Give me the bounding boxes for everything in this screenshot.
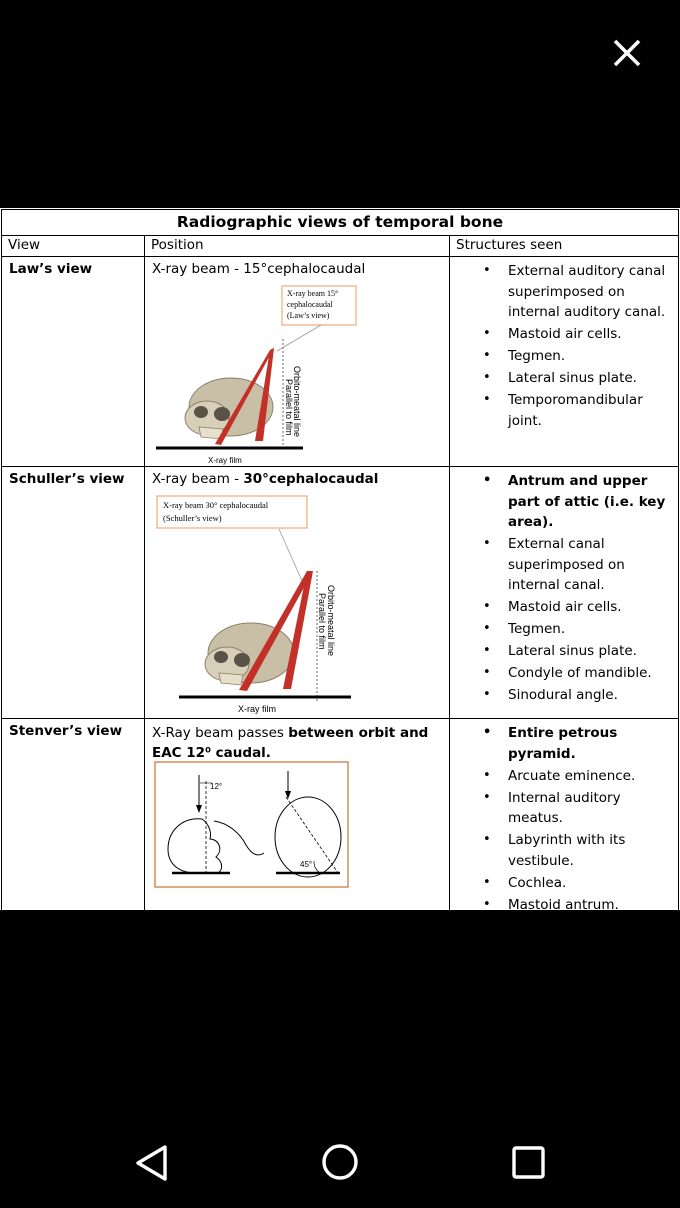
structures-list — [450, 471, 674, 706]
list-item: • Sinodural angle. — [450, 685, 674, 706]
header-structures: Structures seen — [450, 236, 679, 257]
list-item: • Temporomandibular joint. — [450, 390, 674, 431]
position-text: X-Ray beam passes — [152, 725, 289, 741]
table-title: Radiographic views of temporal bone — [2, 210, 679, 236]
table-row — [2, 719, 679, 918]
structures-list — [450, 723, 674, 915]
view-name: Schuller’s view — [2, 467, 145, 719]
recents-square-icon — [510, 1144, 548, 1182]
laws-view-diagram — [151, 281, 441, 467]
diagram-label: (Schuller’s view) — [163, 513, 222, 523]
diagram-label: X-ray film — [238, 704, 276, 714]
position-text: X-ray beam - — [152, 471, 244, 487]
schullers-view-diagram — [151, 491, 441, 717]
diagram-label: X-ray beam 15° — [287, 289, 339, 298]
structures-cell — [450, 719, 679, 918]
list-item: • Arcuate eminence. — [450, 766, 674, 787]
list-item: • Internal auditory meatus. — [450, 788, 674, 829]
position-cell — [145, 719, 450, 918]
close-button[interactable] — [606, 32, 648, 74]
close-icon — [606, 32, 648, 74]
list-item: • External auditory canal superimposed on internal auditory canal. — [450, 261, 674, 323]
position-text: X-ray beam - 15°cephalocaudal — [152, 261, 366, 277]
table-row — [2, 467, 679, 719]
list-item: • Lateral sinus plate. — [450, 641, 674, 662]
diagram-label: Orbito-meatal line — [292, 366, 302, 438]
list-item: • Mastoid antrum. — [450, 895, 674, 916]
diagram-label: 12° — [210, 782, 223, 791]
radiographic-views-table — [1, 209, 679, 918]
home-circle-icon — [320, 1142, 362, 1184]
position-cell — [145, 257, 450, 467]
diagram-label: 45° — [300, 860, 313, 869]
list-item: • External canal superimposed on internal canal. — [450, 534, 674, 596]
list-item: • Antrum and upper part of attic (i.e. key area). — [450, 471, 674, 533]
list-item: • Lateral sinus plate. — [450, 368, 674, 389]
structures-list — [450, 261, 674, 431]
view-name: Law’s view — [2, 257, 145, 467]
position-bold-text: between orbit and EAC 12⁰ caudal. — [152, 725, 429, 761]
diagram-label: Parallel to film — [284, 379, 294, 436]
diagram-label: Orbito-meatal line — [326, 585, 336, 657]
structures-cell — [450, 257, 679, 467]
header-position: Position — [145, 236, 450, 257]
list-item: • Cochlea. — [450, 873, 674, 894]
back-button[interactable] — [132, 1141, 172, 1185]
document-image — [0, 208, 680, 913]
position-cell — [145, 467, 450, 719]
list-item: • Condyle of mandible. — [450, 663, 674, 684]
structures-cell — [450, 467, 679, 719]
header-view: View — [2, 236, 145, 257]
diagram-label: (Law’s view) — [287, 311, 330, 320]
table-row — [2, 257, 679, 467]
diagram-label: Parallel to film — [317, 593, 327, 650]
position-bold-text: 30°cephalocaudal — [243, 471, 379, 487]
list-item: • Mastoid air cells. — [450, 597, 674, 618]
diagram-label: X-ray film — [208, 456, 242, 465]
list-item: • Tegmen. — [450, 346, 674, 367]
recents-button[interactable] — [510, 1144, 548, 1182]
home-button[interactable] — [320, 1142, 362, 1184]
list-item: • Mastoid air cells. — [450, 324, 674, 345]
list-item: • Entire petrous pyramid. — [450, 723, 674, 764]
diagram-label: cephalocaudal — [287, 300, 333, 309]
stenvers-view-diagram — [154, 761, 350, 889]
view-name: Stenver’s view — [2, 719, 145, 918]
list-item: • Labyrinth with its vestibule. — [450, 830, 674, 871]
diagram-label: X-ray beam 30° cephalocaudal — [163, 500, 269, 510]
list-item: • Tegmen. — [450, 619, 674, 640]
back-triangle-icon — [132, 1141, 172, 1185]
